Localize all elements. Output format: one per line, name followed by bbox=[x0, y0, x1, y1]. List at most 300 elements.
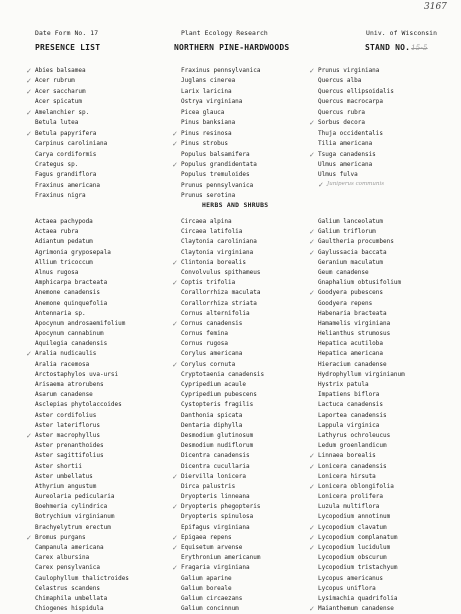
species-name: Fragaria virginiana bbox=[181, 564, 250, 572]
species-name: Galium lanceolatum bbox=[318, 218, 384, 225]
species-item bbox=[318, 349, 405, 359]
species-item bbox=[172, 543, 264, 553]
species-name: Fagus grandiflora bbox=[35, 171, 97, 179]
species-name: Galium circaezans bbox=[181, 594, 243, 602]
stand-label: STAND NO. bbox=[365, 43, 411, 52]
species-item bbox=[309, 604, 405, 614]
species-name: Galium aparine bbox=[181, 574, 232, 582]
species-name: Epigaea repens bbox=[181, 533, 232, 541]
species-name: Asclepias phytolaccoides bbox=[35, 401, 122, 409]
species-name: Aster shortii bbox=[35, 462, 82, 470]
species-name: Fraxinus americana bbox=[35, 181, 101, 189]
species-item bbox=[35, 288, 129, 298]
species-name: Aureolaria pedicularia bbox=[35, 493, 115, 501]
species-item bbox=[172, 129, 260, 139]
species-name: Dryopteris linneana bbox=[181, 493, 250, 501]
species-name: Corylus cornuta bbox=[181, 360, 236, 368]
species-name: Galium triflorum bbox=[318, 228, 376, 236]
species-item bbox=[35, 380, 129, 390]
species-name: Lonicera canadensis bbox=[318, 462, 387, 470]
species-item bbox=[309, 451, 405, 461]
species-name: Corallorrhiza striata bbox=[181, 299, 257, 307]
species-item bbox=[172, 502, 264, 512]
species-name: Lonicera oblongifolia bbox=[318, 482, 394, 490]
species-name: Geum canadense bbox=[318, 268, 369, 276]
check-mark-icon: ✓ bbox=[309, 544, 315, 552]
species-item bbox=[318, 170, 394, 180]
check-mark-icon: ✓ bbox=[172, 279, 178, 288]
species-name: Ulmus americana bbox=[318, 160, 373, 168]
tree-column-1 bbox=[26, 66, 108, 202]
species-item bbox=[26, 431, 129, 441]
check-mark-icon: ✓ bbox=[172, 319, 178, 328]
species-item bbox=[172, 563, 264, 573]
species-name: Tsuga canadensis bbox=[318, 150, 376, 158]
species-name: Claytonia virginiana bbox=[181, 248, 254, 256]
species-item bbox=[181, 97, 260, 107]
species-name: Populus balsamifera bbox=[181, 150, 250, 158]
species-name: Impatiens biflora bbox=[318, 391, 380, 399]
species-item bbox=[318, 319, 405, 329]
species-name: Claytonia caroliniana bbox=[181, 238, 257, 246]
species-name: Circaea latifolia bbox=[181, 228, 243, 236]
species-name: Goodyera pubescens bbox=[318, 289, 384, 297]
species-item bbox=[318, 421, 405, 431]
species-name: Lycopodium tristachyum bbox=[318, 564, 398, 572]
species-item bbox=[309, 118, 394, 128]
species-item bbox=[318, 87, 394, 97]
species-name: Aquilegia canadensis bbox=[35, 340, 108, 348]
species-item bbox=[318, 299, 405, 309]
check-mark-icon: ✓ bbox=[26, 533, 32, 542]
species-name: Lonicera hirsuta bbox=[318, 472, 376, 480]
check-mark-icon: ✓ bbox=[318, 181, 324, 189]
species-name: Circaea alpina bbox=[181, 218, 232, 225]
species-item bbox=[181, 400, 264, 410]
species-item bbox=[172, 533, 264, 543]
species-name: Aster cordifolius bbox=[35, 411, 97, 419]
species-item bbox=[318, 97, 394, 107]
species-name: Anemone quinquefolia bbox=[35, 299, 108, 307]
species-item bbox=[172, 139, 260, 149]
species-item bbox=[318, 329, 405, 339]
species-item bbox=[35, 584, 129, 594]
species-item bbox=[26, 533, 129, 543]
species-item bbox=[35, 160, 107, 170]
species-item bbox=[35, 309, 129, 319]
species-item bbox=[318, 108, 394, 118]
check-mark-icon: ✓ bbox=[26, 129, 32, 138]
species-item bbox=[35, 543, 129, 553]
species-item bbox=[35, 248, 129, 258]
check-mark-icon: ✓ bbox=[309, 605, 315, 614]
species-item bbox=[309, 227, 405, 237]
check-mark-icon: ✓ bbox=[309, 533, 315, 542]
species-item bbox=[309, 150, 394, 160]
species-item bbox=[318, 563, 405, 573]
species-name: Quercus alba bbox=[318, 77, 362, 85]
species-name: Cornus rugosa bbox=[181, 340, 228, 348]
species-item bbox=[318, 553, 405, 563]
species-name: Aster macrophyllus bbox=[35, 431, 101, 439]
herb-column-3 bbox=[309, 217, 405, 614]
species-name: Danthonia spicata bbox=[181, 411, 243, 419]
species-name: Abies balsamea bbox=[35, 67, 86, 74]
species-item bbox=[35, 237, 129, 247]
species-name: Pinus strobus bbox=[181, 140, 228, 148]
species-item bbox=[35, 594, 129, 604]
species-name: Lappula virginica bbox=[318, 421, 380, 429]
species-item bbox=[318, 502, 405, 512]
species-name: Acer spicatum bbox=[35, 98, 82, 106]
species-name: Athyrium angustum bbox=[35, 482, 97, 490]
species-name: Lonicera prolifera bbox=[318, 493, 384, 501]
species-name: Laportea canadensis bbox=[318, 411, 387, 419]
check-mark-icon: ✓ bbox=[172, 533, 178, 542]
species-name: Aster prenanthoides bbox=[35, 442, 104, 450]
species-name: Epifagus virginiana bbox=[181, 523, 250, 531]
community-title: NORTHERN PINE-HARDWOODS bbox=[174, 43, 290, 52]
species-item bbox=[318, 594, 405, 604]
species-name: Chimaphila umbellata bbox=[35, 594, 108, 602]
species-name: Prunus virginiana bbox=[318, 67, 380, 74]
check-mark-icon: ✓ bbox=[309, 482, 315, 491]
species-item bbox=[35, 360, 129, 370]
check-mark-icon: ✓ bbox=[172, 544, 178, 552]
species-name: Antennaria sp. bbox=[35, 309, 86, 317]
species-name: Galium concinnum bbox=[181, 605, 239, 613]
species-name: Pinus banksiana bbox=[181, 119, 236, 127]
species-item bbox=[181, 339, 264, 349]
species-name: Galium boreale bbox=[181, 584, 232, 592]
species-name: Caulophyllum thalictroides bbox=[35, 574, 129, 582]
species-name: Fraxinus pennsylvanica bbox=[181, 67, 261, 74]
species-name: Actaea pachypoda bbox=[35, 218, 93, 225]
species-item bbox=[181, 523, 264, 533]
species-name: Agrimonia gryposepala bbox=[35, 248, 111, 256]
species-item bbox=[181, 150, 260, 160]
species-item bbox=[35, 523, 129, 533]
species-name: Amphicarpa bracteata bbox=[35, 279, 108, 287]
species-item bbox=[181, 309, 264, 319]
species-item bbox=[35, 492, 129, 502]
species-name: Betula papyrifera bbox=[35, 129, 97, 137]
species-name: Crategus sp. bbox=[35, 160, 79, 168]
species-name: Erythronium americanum bbox=[181, 554, 261, 562]
species-item bbox=[318, 512, 405, 522]
species-name: Pinus resinosa bbox=[181, 129, 232, 137]
species-item bbox=[172, 160, 260, 170]
species-name: Hydrophyllum virginianum bbox=[318, 370, 405, 378]
handwritten-species-note bbox=[318, 181, 385, 189]
species-name: Dirca palustris bbox=[181, 482, 236, 490]
check-mark-icon: ✓ bbox=[26, 108, 32, 117]
species-name: Picea glauca bbox=[181, 108, 225, 116]
species-name: Quercus rubra bbox=[318, 108, 365, 116]
check-mark-icon: ✓ bbox=[309, 462, 315, 471]
species-item bbox=[181, 76, 260, 86]
species-item bbox=[318, 411, 405, 421]
species-item bbox=[35, 258, 129, 268]
species-item bbox=[318, 492, 405, 502]
species-item bbox=[181, 604, 264, 614]
species-item bbox=[318, 574, 405, 584]
species-item bbox=[26, 108, 107, 118]
species-name: Botrychium virginianum bbox=[35, 513, 115, 521]
check-mark-icon: ✓ bbox=[309, 67, 315, 75]
species-name: Aster lateriflorus bbox=[35, 421, 101, 429]
check-mark-icon: ✓ bbox=[309, 228, 315, 237]
stand-number bbox=[365, 43, 428, 52]
species-item bbox=[318, 258, 405, 268]
species-name: Arisaema atrorubens bbox=[35, 381, 104, 388]
handwritten-species: Juniperus communis bbox=[327, 181, 385, 187]
species-name: Apocynum cannabinum bbox=[35, 330, 104, 338]
species-name: Lycopodium lucidulum bbox=[318, 544, 391, 551]
species-name: Sorbus decora bbox=[318, 119, 365, 127]
check-mark-icon: ✓ bbox=[26, 431, 32, 440]
species-name: Carya cordiformis bbox=[35, 150, 97, 158]
species-name: Cornus alternifolia bbox=[181, 309, 250, 317]
species-name: Acer saccharum bbox=[35, 87, 86, 95]
species-name: Hieracium canadense bbox=[318, 360, 387, 368]
species-item bbox=[318, 380, 405, 390]
species-name: Linnaea borealis bbox=[318, 452, 376, 460]
species-name: Aster umbellatus bbox=[35, 472, 93, 480]
species-item bbox=[318, 400, 405, 410]
check-mark-icon: ✓ bbox=[309, 150, 315, 159]
species-name: Populus grandidentata bbox=[181, 160, 257, 168]
species-name: Convolvulus spithameus bbox=[181, 268, 261, 276]
species-name: Lysimachia quadrifolia bbox=[318, 594, 398, 602]
species-name: Helianthus strumosus bbox=[318, 330, 391, 338]
species-name: Celastrus scandens bbox=[35, 584, 101, 592]
species-name: Dicentra cucullaria bbox=[181, 462, 250, 470]
check-mark-icon: ✓ bbox=[309, 289, 315, 298]
species-item bbox=[172, 472, 264, 482]
species-name: Lycopodium obscurum bbox=[318, 554, 387, 562]
species-item bbox=[181, 118, 260, 128]
species-name: Luzula multiflora bbox=[318, 503, 380, 511]
species-name: Acer rubrum bbox=[35, 77, 75, 85]
species-item bbox=[181, 512, 264, 522]
species-name: Arctostaphylos uva-ursi bbox=[35, 370, 119, 378]
species-item bbox=[35, 553, 129, 563]
tree-column-2 bbox=[172, 66, 261, 202]
species-name: Lycopodium annotinum bbox=[318, 513, 391, 521]
species-name: Dicentra canadensis bbox=[181, 452, 250, 460]
check-mark-icon: ✓ bbox=[309, 238, 315, 247]
species-item bbox=[35, 191, 107, 201]
species-name: Boehmeria cylindrica bbox=[35, 503, 108, 511]
species-item bbox=[181, 451, 264, 461]
species-name: Prunus serotina bbox=[181, 192, 236, 200]
species-item bbox=[309, 288, 405, 298]
species-name: Anemone canadensis bbox=[35, 289, 101, 297]
species-name: Brachyelytrum erectum bbox=[35, 523, 111, 531]
herbs-and-shrubs-heading: HERBS AND SHRUBS bbox=[202, 201, 269, 209]
species-item bbox=[172, 278, 264, 288]
species-name: Desmodium nudiflorum bbox=[181, 442, 254, 450]
species-name: Gaylussacia baccata bbox=[318, 248, 387, 256]
check-mark-icon: ✓ bbox=[172, 472, 178, 481]
species-item bbox=[172, 319, 264, 329]
species-item bbox=[26, 129, 107, 139]
species-item bbox=[181, 237, 264, 247]
species-item bbox=[318, 472, 405, 482]
tree-column-3 bbox=[309, 66, 394, 181]
species-name: Chiogenes hispidula bbox=[35, 605, 104, 613]
check-mark-icon: ✓ bbox=[172, 503, 178, 512]
species-item bbox=[181, 248, 264, 258]
species-name: Quercus macrocarpa bbox=[318, 98, 384, 106]
herb-column-1 bbox=[26, 217, 129, 614]
species-item bbox=[318, 339, 405, 349]
species-name: Tilia americana bbox=[318, 140, 373, 148]
species-item bbox=[35, 462, 129, 472]
species-item bbox=[181, 421, 264, 431]
stand-value: 15-5 bbox=[411, 44, 428, 52]
species-name: Habenaria bracteata bbox=[318, 309, 387, 317]
species-item bbox=[181, 288, 264, 298]
species-name: Equisetum arvense bbox=[181, 544, 243, 551]
species-name: Amelanchier sp. bbox=[35, 108, 90, 116]
species-name: Campanula americana bbox=[35, 544, 104, 551]
species-name: Coptis trifolia bbox=[181, 279, 236, 287]
species-item bbox=[181, 217, 264, 227]
species-name: Desmodium glutinosum bbox=[181, 431, 254, 439]
species-item bbox=[318, 268, 405, 278]
species-name: Gaultheria procumbens bbox=[318, 238, 394, 246]
check-mark-icon: ✓ bbox=[172, 360, 178, 369]
species-name: Apocynum androsaemifolium bbox=[35, 319, 126, 327]
check-mark-icon: ✓ bbox=[172, 160, 178, 169]
species-name: Gnaphalium obtusifolium bbox=[318, 279, 402, 287]
species-item bbox=[35, 97, 107, 107]
species-item bbox=[172, 258, 264, 268]
species-item bbox=[35, 472, 129, 482]
species-name: Fraxinus nigra bbox=[35, 192, 86, 200]
species-item bbox=[309, 237, 405, 247]
species-item bbox=[181, 462, 264, 472]
species-item bbox=[309, 482, 405, 492]
species-name: Dryopteris spinulosa bbox=[181, 513, 254, 521]
check-mark-icon: ✓ bbox=[172, 564, 178, 573]
species-item bbox=[35, 227, 129, 237]
species-item bbox=[318, 390, 405, 400]
species-item bbox=[35, 400, 129, 410]
species-item bbox=[318, 431, 405, 441]
species-item bbox=[172, 360, 264, 370]
species-item bbox=[35, 329, 129, 339]
species-name: Goodyera repens bbox=[318, 299, 373, 307]
check-mark-icon: ✓ bbox=[309, 248, 315, 257]
species-name: Cryptotaenia canadensis bbox=[181, 370, 265, 378]
species-item bbox=[181, 268, 264, 278]
species-item bbox=[181, 411, 264, 421]
check-mark-icon: ✓ bbox=[172, 258, 178, 267]
species-name: Geranium maculatum bbox=[318, 258, 384, 266]
species-name: Maianthemum canadense bbox=[318, 605, 394, 613]
species-item bbox=[181, 370, 264, 380]
species-item bbox=[26, 349, 129, 359]
handwritten-form-number: 3167 bbox=[424, 2, 447, 12]
species-name: Hepatica acutiloba bbox=[318, 340, 384, 348]
species-item bbox=[318, 584, 405, 594]
species-name: Juglans cinerea bbox=[181, 77, 236, 85]
species-name: Populus tremuloides bbox=[181, 171, 250, 179]
species-name: Larix laricina bbox=[181, 87, 232, 95]
species-name: Ostrya virginiana bbox=[181, 98, 243, 106]
check-mark-icon: ✓ bbox=[172, 129, 178, 138]
species-name: Allium tricoccum bbox=[35, 258, 93, 266]
species-item bbox=[35, 421, 129, 431]
species-item bbox=[181, 66, 260, 76]
species-item bbox=[181, 329, 264, 339]
check-mark-icon: ✓ bbox=[26, 87, 32, 96]
species-item bbox=[181, 380, 264, 390]
species-item bbox=[181, 108, 260, 118]
species-item bbox=[35, 150, 107, 160]
species-item bbox=[318, 129, 394, 139]
species-item bbox=[35, 563, 129, 573]
species-name: Carex pensylvanica bbox=[35, 564, 101, 572]
herb-column-2 bbox=[172, 217, 265, 614]
species-name: Lycopus americanus bbox=[318, 574, 384, 582]
species-name: Lactuca canadensis bbox=[318, 401, 384, 409]
species-item bbox=[35, 268, 129, 278]
species-item bbox=[35, 170, 107, 180]
species-name: Dentaria diphylla bbox=[181, 421, 243, 429]
species-item bbox=[318, 370, 405, 380]
species-item bbox=[181, 553, 264, 563]
species-name: Carex albursina bbox=[35, 554, 90, 562]
species-name: Carpinus caroliniana bbox=[35, 140, 108, 148]
species-name: Cystopteris fragilis bbox=[181, 401, 254, 409]
species-item bbox=[181, 441, 264, 451]
check-mark-icon: ✓ bbox=[309, 523, 315, 532]
species-item bbox=[35, 299, 129, 309]
species-name: Adiantum pedatum bbox=[35, 238, 93, 246]
species-item bbox=[35, 278, 129, 288]
species-item bbox=[318, 139, 394, 149]
presence-list-title: PRESENCE LIST bbox=[35, 43, 101, 52]
check-mark-icon: ✓ bbox=[26, 77, 32, 86]
species-item bbox=[309, 248, 405, 258]
species-name: Prunus pennsylvanica bbox=[181, 181, 254, 189]
species-item bbox=[35, 339, 129, 349]
species-item bbox=[35, 118, 107, 128]
species-item bbox=[318, 360, 405, 370]
species-item bbox=[309, 523, 405, 533]
species-item bbox=[181, 349, 264, 359]
species-name: Thuja occidentalis bbox=[318, 129, 384, 137]
check-mark-icon: ✓ bbox=[309, 452, 315, 461]
species-name: Bromus purgans bbox=[35, 533, 86, 541]
species-item bbox=[35, 390, 129, 400]
species-name: Aralia nudicaulis bbox=[35, 350, 97, 358]
species-item bbox=[181, 431, 264, 441]
species-item bbox=[181, 227, 264, 237]
species-name: Lathyrus ochroleucus bbox=[318, 431, 391, 439]
species-item bbox=[309, 543, 405, 553]
species-name: Diervilla lonicera bbox=[181, 472, 247, 480]
species-name: Lycopodium complanatum bbox=[318, 533, 398, 541]
species-name: Cornus canadensis bbox=[181, 319, 243, 327]
species-item bbox=[181, 584, 264, 594]
species-item bbox=[35, 604, 129, 614]
species-item bbox=[309, 533, 405, 543]
